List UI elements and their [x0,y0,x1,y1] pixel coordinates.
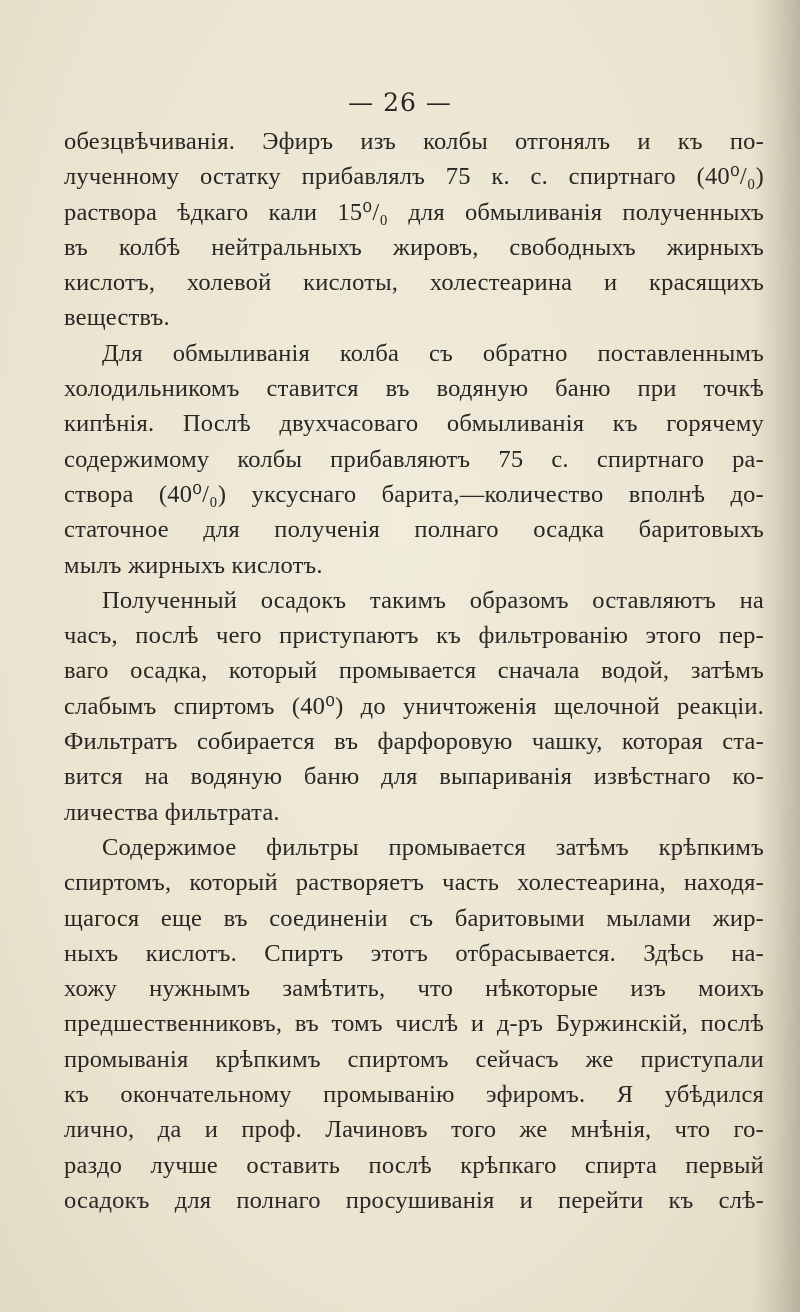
text-line: вится на водяную баню для выпариванія извѣстнаго ко- [64,763,764,791]
text-line: кислотъ, холевой кислоты, холестеарина и красящихъ [64,269,764,297]
text-line: личества фильтрата. [64,798,280,826]
text-line: холодильникомъ ставится въ водяную баню при точкѣ [64,375,764,403]
text-line: Полученный осадокъ такимъ образомъ оставляютъ на [102,586,764,614]
text-line: кипѣнія. Послѣ двухчасоваго обмыливанія къ горячему [64,410,764,438]
text-line: осадокъ для полнаго просушиванія и перейти къ слѣ- [64,1186,764,1214]
text-line: содержимому колбы прибавляютъ 75 с. спиртнаго ра- [64,445,764,473]
text-line: раствора ѣдкаго кали 15⁰/₀ для обмыливанія полученныхъ [64,198,764,226]
text-line: Для обмыливанія колба съ обратно поставленнымъ [102,339,764,367]
text-line: створа (40⁰/₀) уксуснаго барита,—количество вполнѣ до- [64,480,764,508]
text-line: статочное для полученія полнаго осадка баритовыхъ [64,516,764,544]
text-line: слабымъ спиртомъ (40⁰) до уничтоженія щелочной реакціи. [64,692,764,720]
text-line: щагося еще въ соединеніи съ баритовыми мылами жир- [64,904,764,932]
text-line: веществъ. [64,304,170,332]
text-line: къ окончательному промыванію эфиромъ. Я убѣдился [64,1081,764,1109]
text-line: въ колбѣ нейтральныхъ жировъ, свободныхъ жирныхъ [64,233,764,261]
text-line: обезцвѣчиванія. Эфиръ изъ колбы отгонялъ и къ по- [64,128,764,155]
text-line: раздо лучше оставить послѣ крѣпкаго спирта первый [64,1151,764,1179]
text-line: спиртомъ, который растворяетъ часть холестеарина, находя- [64,869,764,897]
text-line: промыванія крѣпкимъ спиртомъ сейчасъ же приступали [64,1045,764,1073]
page-number: — 26 — [348,88,452,117]
text-line: хожу нужнымъ замѣтить, что нѣкоторые изъ моихъ [64,975,764,1003]
text-line: ныхъ кислотъ. Спиртъ этотъ отбрасывается. Здѣсь на- [64,939,764,967]
text-line: ваго осадка, который промывается сначала водой, затѣмъ [64,657,764,685]
text-line: часъ, послѣ чего приступаютъ къ фильтрованію этого пер- [64,622,764,650]
text-line: лученному остатку прибавлялъ 75 к. с. спиртнаго (40⁰/₀) [64,163,764,191]
text-line: Содержимое фильтры промывается затѣмъ крѣпкимъ [102,833,764,861]
text-line: лично, да и проф. Лачиновъ того же мнѣнія, что го- [64,1116,764,1144]
text-line: мылъ жирныхъ кислотъ. [64,551,323,579]
body-text [64,124,764,1218]
text-line: Фильтратъ собирается въ фарфоровую чашку, которая ста- [64,728,764,756]
text-line: предшественниковъ, въ томъ числѣ и д-ръ Буржинскій, послѣ [64,1010,764,1038]
